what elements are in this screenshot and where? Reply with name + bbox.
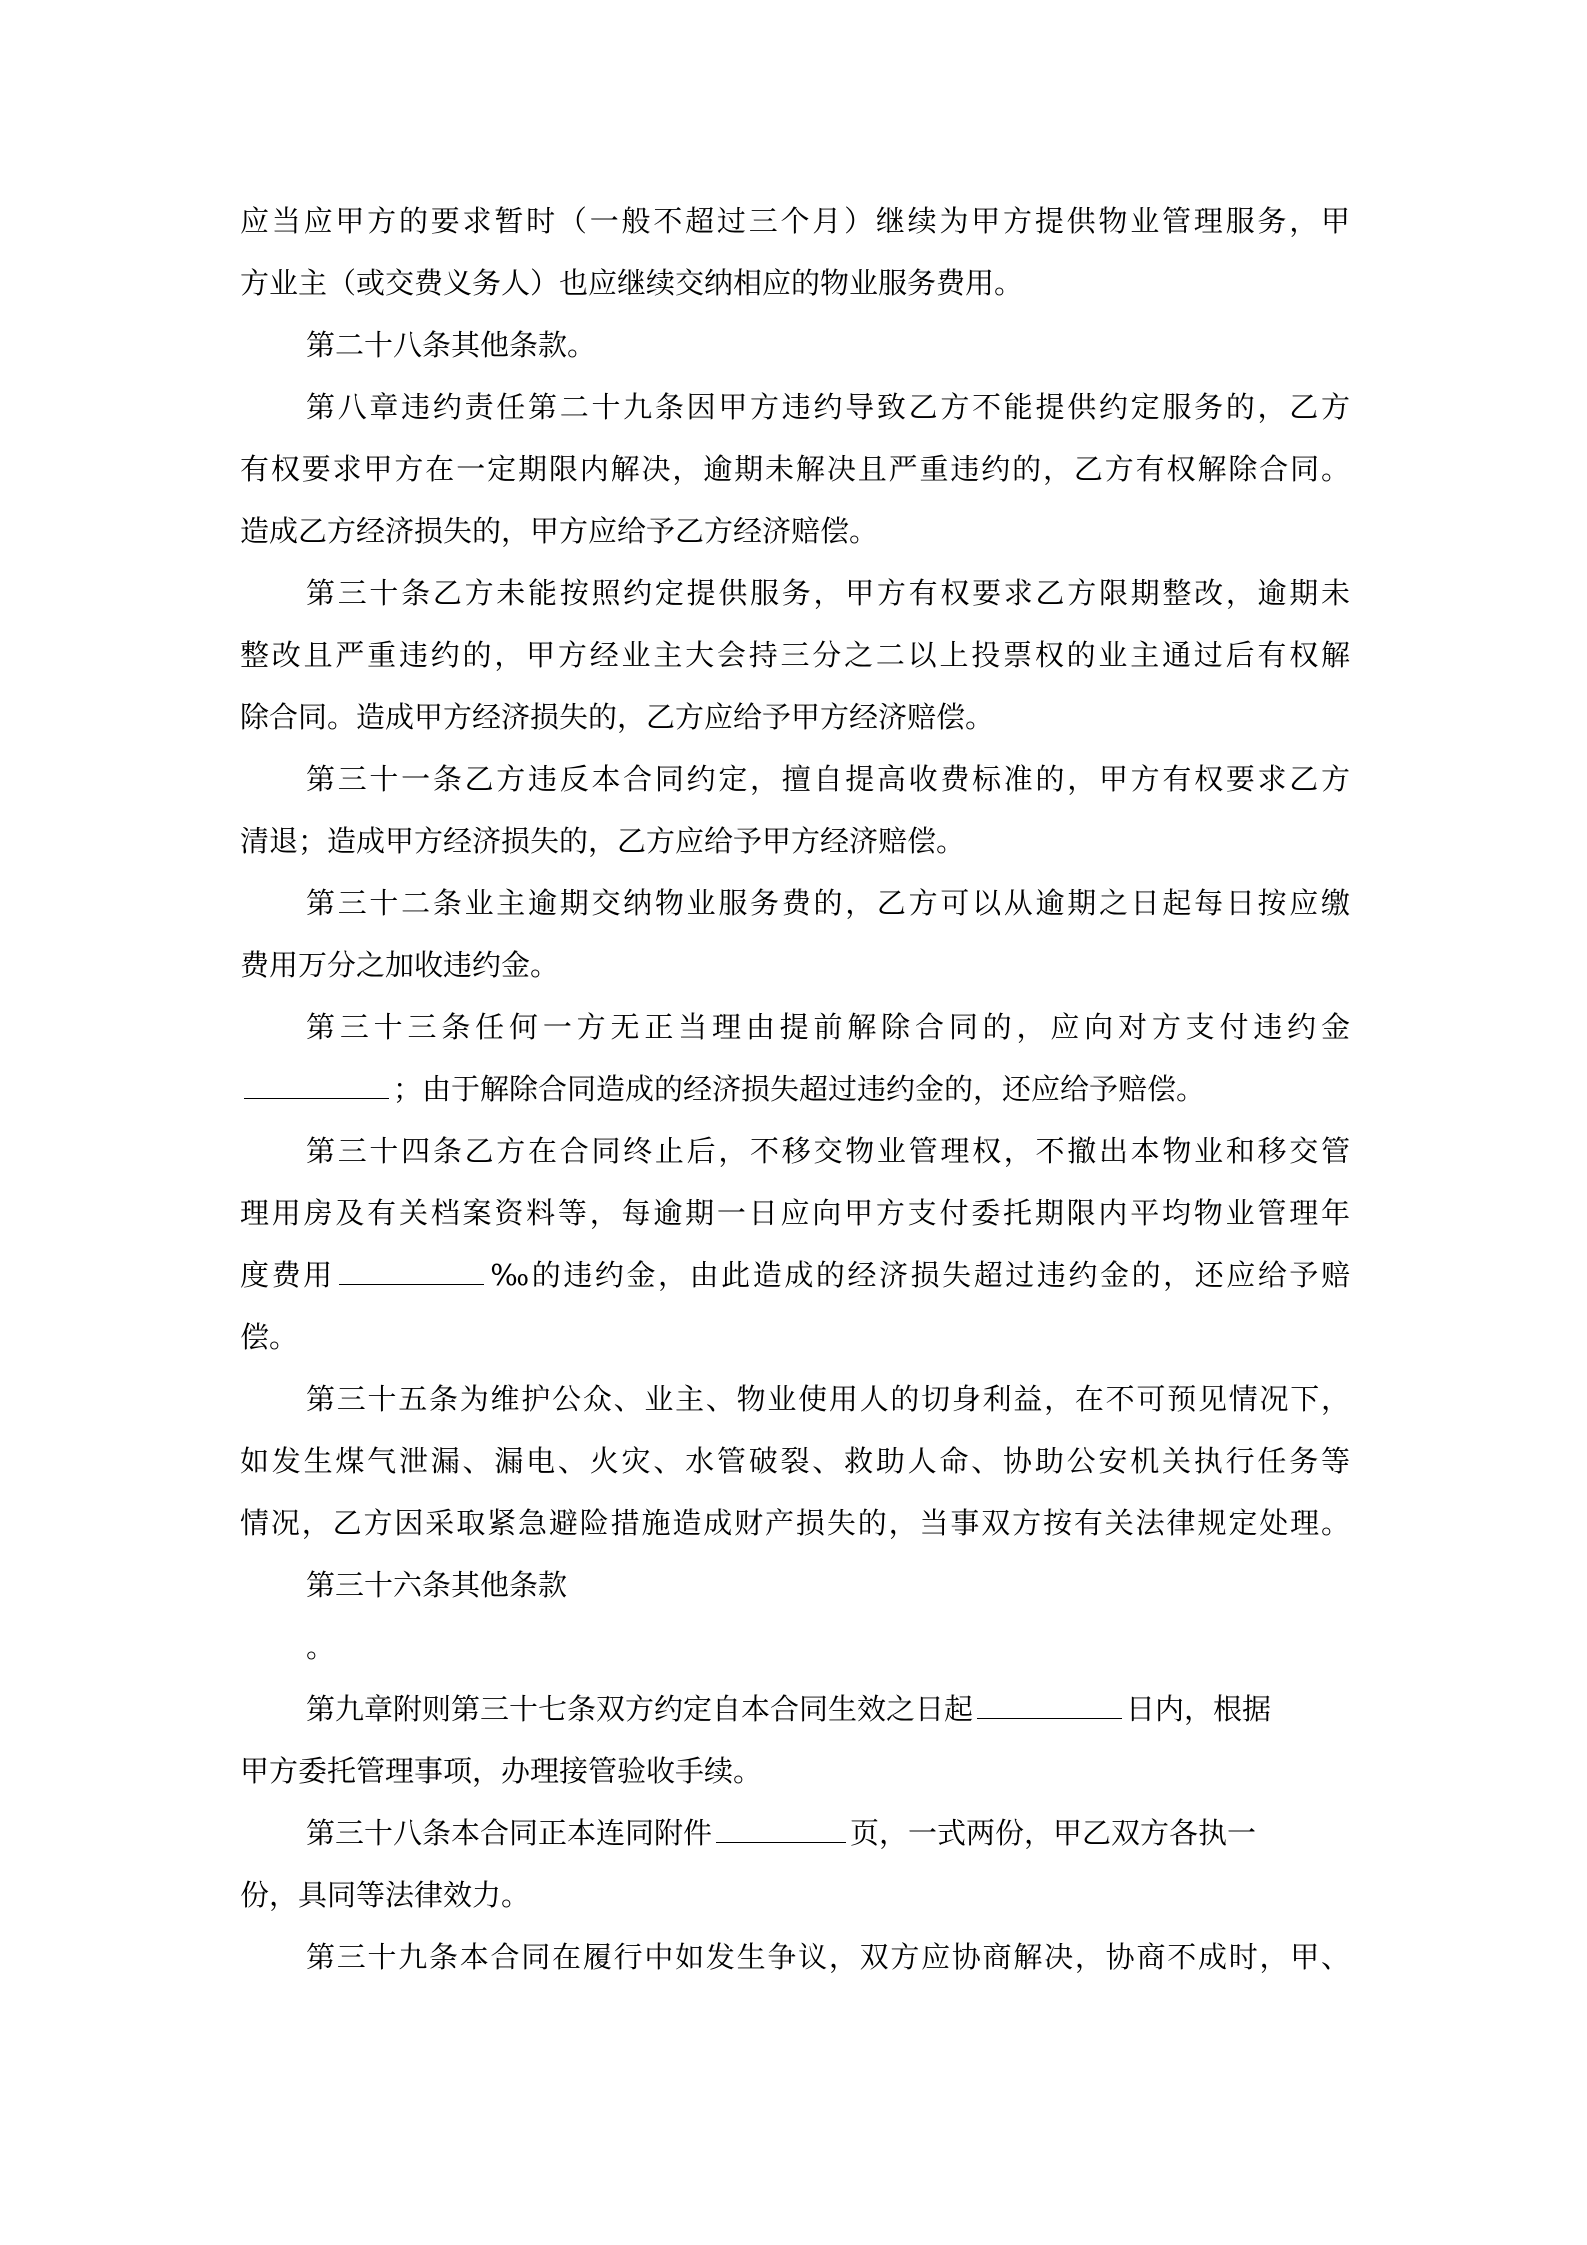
text-line: 费用万分之加收违约金。 <box>240 948 560 982</box>
text-line: 如发生煤气泄漏、漏电、火灾、水管破裂、救助人命、协助公安机关执行任务等 <box>240 1444 1350 1478</box>
article-heading: 第二十八条其他条款。 <box>306 328 597 362</box>
text-line: 第三十五条为维护公众、业主、物业使用人的切身利益，在不可预见情况下， <box>306 1382 1350 1416</box>
text-line: 除合同。造成甲方经济损失的，乙方应给予甲方经济赔偿。 <box>240 700 995 734</box>
text-line: 情况，乙方因采取紧急避险措施造成财产损失的，当事双方按有关法律规定处理。 <box>240 1506 1350 1540</box>
text-line: 第三十一条乙方违反本合同约定，擅自提高收费标准的，甲方有权要求乙方 <box>306 762 1350 796</box>
text-line <box>240 1802 1350 1864</box>
fill-in-blank[interactable] <box>244 1074 389 1099</box>
fill-in-blank[interactable] <box>716 1818 846 1843</box>
text-segment: 第三十八条本合同正本连同附件 <box>306 1816 713 1850</box>
text-segment: ；由于解除合同造成的经济损失超过违约金的，还应给予赔偿。 <box>393 1072 1206 1106</box>
text-line: 应当应甲方的要求暂时（一般不超过三个月）继续为甲方提供物业管理服务，甲 <box>240 204 1350 238</box>
text-line: 份，具同等法律效力。 <box>240 1878 531 1912</box>
text-line: 方业主（或交费义务人）也应继续交纳相应的物业服务费用。 <box>240 266 1024 300</box>
text-line: 第三十条乙方未能按照约定提供服务，甲方有权要求乙方限期整改，逾期未 <box>306 576 1350 610</box>
text-line <box>240 1058 1350 1120</box>
fill-in-blank[interactable] <box>977 1694 1122 1719</box>
text-line: 第八章违约责任第二十九条因甲方违约导致乙方不能提供约定服务的，乙方 <box>306 390 1350 424</box>
text-segment: 第九章附则第三十七条双方约定自本合同生效之日起 <box>306 1692 974 1726</box>
fill-in-blank[interactable] <box>339 1260 484 1285</box>
text-line: 有权要求甲方在一定期限内解决，逾期未解决且严重违约的，乙方有权解除合同。 <box>240 452 1350 486</box>
document-body <box>240 190 1350 1988</box>
text-line: 。 <box>306 1630 336 1664</box>
text-segment: ‰的违约金，由此造成的经济损失超过违约金的，还应给予赔 <box>487 1258 1350 1292</box>
text-line <box>240 1244 1350 1306</box>
text-line <box>240 1678 1350 1740</box>
text-segment: 页，一式两份，甲乙双方各执一 <box>850 1816 1257 1850</box>
text-segment: 度费用 <box>240 1258 335 1292</box>
text-line: 第三十九条本合同在履行中如发生争议，双方应协商解决，协商不成时，甲、 <box>306 1940 1350 1974</box>
article-heading: 第三十六条其他条款 <box>306 1568 568 1602</box>
text-segment: 日内，根据 <box>1126 1692 1272 1726</box>
text-line: 造成乙方经济损失的，甲方应给予乙方经济赔偿。 <box>240 514 879 548</box>
text-line: 第三十三条任何一方无正当理由提前解除合同的，应向对方支付违约金 <box>306 1010 1350 1044</box>
text-line: 整改且严重违约的，甲方经业主大会持三分之二以上投票权的业主通过后有权解 <box>240 638 1350 672</box>
text-line: 理用房及有关档案资料等，每逾期一日应向甲方支付委托期限内平均物业管理年 <box>240 1196 1350 1230</box>
text-line: 清退；造成甲方经济损失的，乙方应给予甲方经济赔偿。 <box>240 824 966 858</box>
text-line: 偿。 <box>240 1320 299 1354</box>
text-line: 甲方委托管理事项，办理接管验收手续。 <box>240 1754 763 1788</box>
text-line: 第三十二条业主逾期交纳物业服务费的，乙方可以从逾期之日起每日按应缴 <box>306 886 1350 920</box>
text-line: 第三十四条乙方在合同终止后，不移交物业管理权，不撤出本物业和移交管 <box>306 1134 1350 1168</box>
